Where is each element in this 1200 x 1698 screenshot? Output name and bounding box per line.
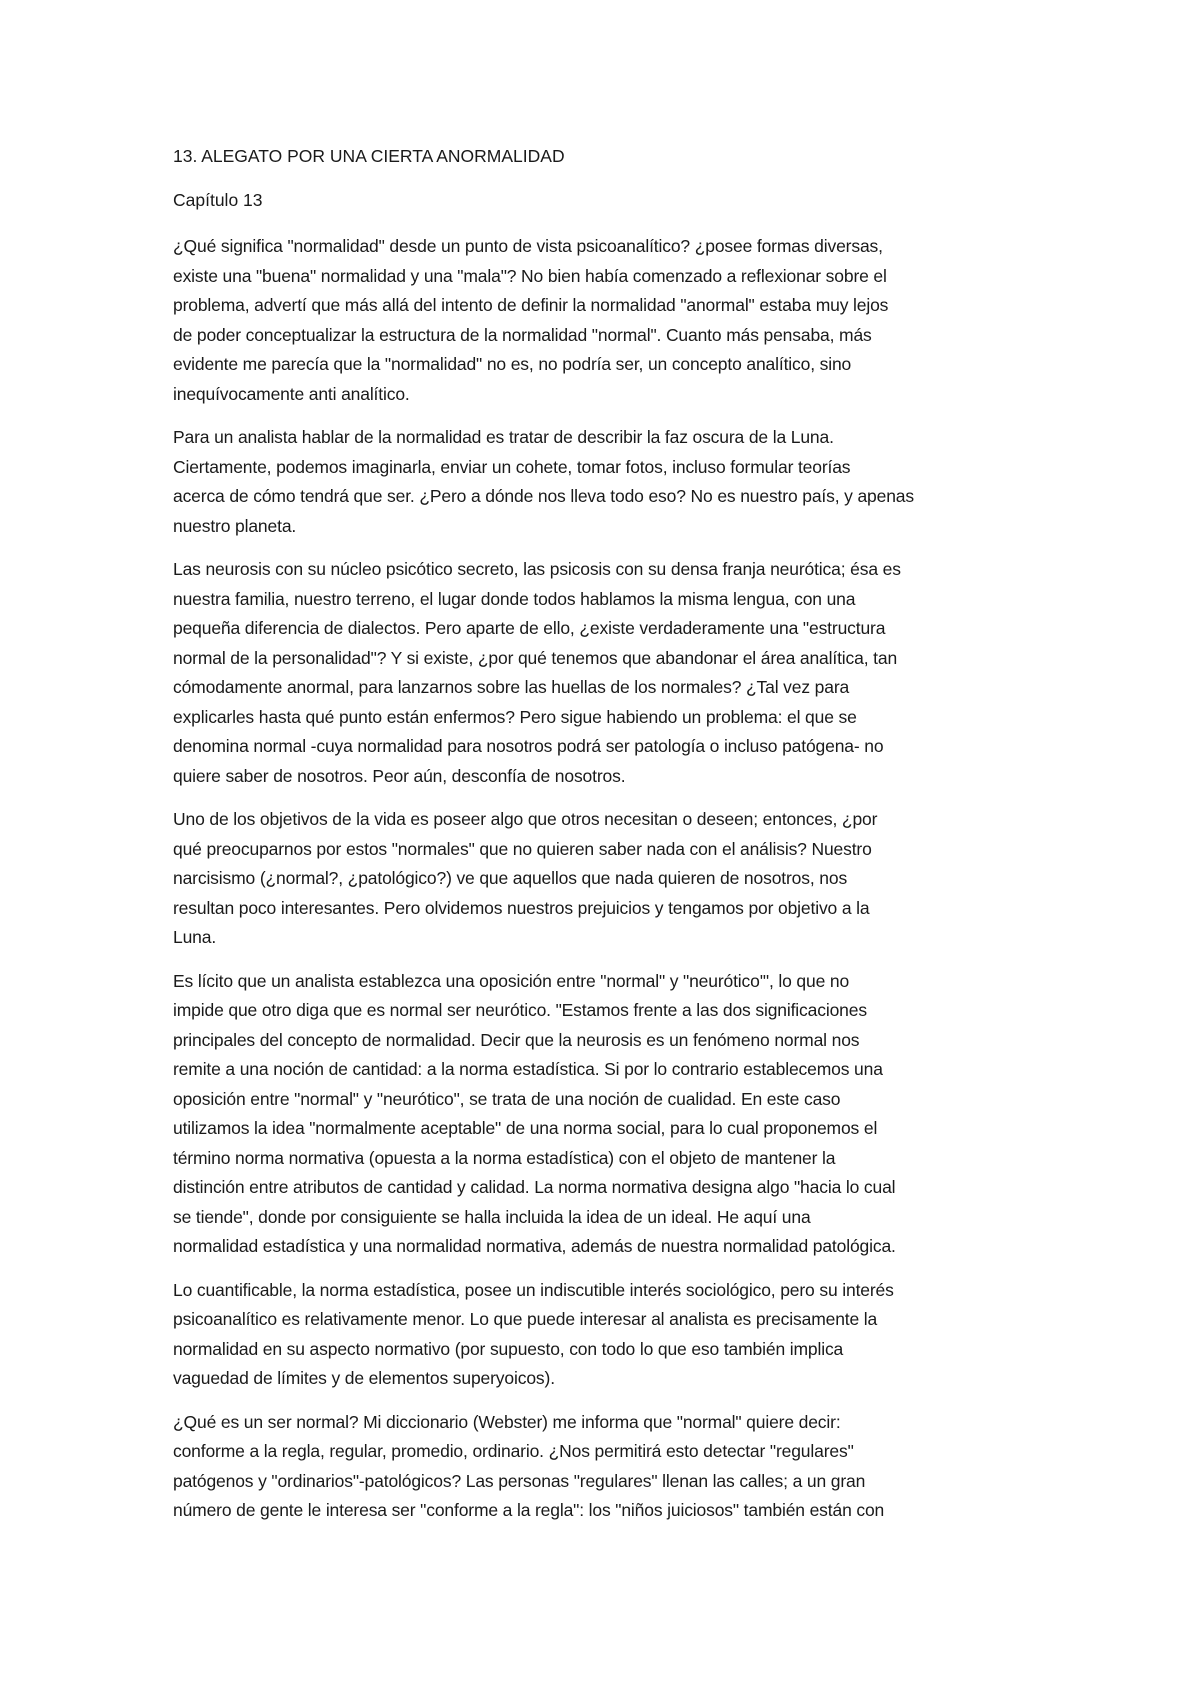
text-line: Lo cuantificable, la norma estadística, posee un indiscutible interés sociológico, pero su interés (173, 1279, 894, 1300)
paragraph (173, 1408, 1043, 1526)
text-line: quiere saber de nosotros. Peor aún, desconfía de nosotros. (173, 765, 626, 786)
paragraph (173, 1276, 1043, 1394)
text-line: explicarles hasta qué punto están enfermos? Pero sigue habiendo un problema: el que se (173, 706, 857, 727)
text-line: normalidad en su aspecto normativo (por supuesto, con todo lo que eso también implica (173, 1338, 844, 1359)
text-line: patógenos y "ordinarios"-patológicos? Las personas "regulares" llenan las calles; a un gran (173, 1470, 866, 1491)
text-line: resultan poco interesantes. Pero olvidemos nuestros prejuicios y tengamos por objetivo a la (173, 897, 870, 918)
text-line: inequívocamente anti analítico. (173, 383, 410, 404)
text-line: existe una "buena" normalidad y una "mala"? No bien había comenzado a reflexionar sobre el (173, 265, 887, 286)
chapter-label: Capítulo 13 (173, 190, 263, 210)
text-line: pequeña diferencia de dialectos. Pero aparte de ello, ¿existe verdaderamente una "estructura (173, 618, 886, 638)
document-page (173, 144, 1043, 1540)
document-body (173, 232, 1043, 1526)
text-line: Uno de los objetivos de la vida es poseer algo que otros necesitan o deseen; entonces, ¿por (173, 809, 878, 829)
text-line: de poder conceptualizar la estructura de la normalidad "normal". Cuanto más pensaba, más (173, 324, 872, 345)
text-line: Es lícito que un analista establezca una oposición entre "normal" y "neurótico'", lo que no (173, 970, 850, 991)
text-line: nuestro planeta. (173, 515, 297, 536)
text-line: acerca de cómo tendrá que ser. ¿Pero a dónde nos lleva todo eso? No es nuestro país, y apenas (173, 486, 914, 506)
text-line: vaguedad de límites y de elementos superyoicos). (173, 1368, 555, 1388)
paragraph (173, 555, 1043, 791)
text-line: nuestra familia, nuestro terreno, el lugar donde todos hablamos la misma lengua, con una (173, 588, 856, 609)
text-line: remite a una noción de cantidad: a la norma estadística. Si por lo contrario establecemos una (173, 1059, 883, 1079)
text-line: Ciertamente, podemos imaginarla, enviar un cohete, tomar fotos, incluso formular teorías (173, 456, 851, 477)
text-line: problema, advertí que más allá del intento de definir la normalidad "anormal" estaba muy lejos (173, 295, 889, 315)
text-line: impide que otro diga que es normal ser neurótico. "Estamos frente a las dos significaciones (173, 1000, 867, 1020)
text-line: psicoanalítico es relativamente menor. Lo que puede interesar al analista es precisamente la (173, 1309, 878, 1329)
text-line: evidente me parecía que la "normalidad" no es, no podría ser, un concepto analítico, sino (173, 354, 852, 374)
text-line: utilizamos la idea "normalmente aceptable" de una norma social, para lo cual proponemos el (173, 1118, 878, 1138)
text-line: distinción entre atributos de cantidad y calidad. La norma normativa designa algo "hacia lo cual (173, 1177, 896, 1197)
text-line: término norma normativa (opuesta a la norma estadística) con el objeto de mantener la (173, 1147, 836, 1168)
text-line: se tiende", donde por consiguiente se halla incluida la idea de un ideal. He aquí una (173, 1206, 811, 1227)
text-line: cómodamente anormal, para lanzarnos sobre las huellas de los normales? ¿Tal vez para (173, 677, 850, 697)
text-line: normalidad estadística y una normalidad normativa, además de nuestra normalidad patológica. (173, 1236, 896, 1256)
text-line: Las neurosis con su núcleo psicótico secreto, las psicosis con su densa franja neurótica; ésa es (173, 559, 901, 579)
text-line: principales del concepto de normalidad. Decir que la neurosis es un fenómeno normal nos (173, 1029, 860, 1050)
paragraph (173, 805, 1043, 953)
text-line: Luna. (173, 927, 217, 947)
text-line: narcisismo (¿normal?, ¿patológico?) ve que aquellos que nada quieren de nosotros, nos (173, 868, 848, 888)
text-line: denomina normal -cuya normalidad para nosotros podrá ser patología o incluso patógena- no (173, 736, 884, 756)
text-line: qué preocuparnos por estos "normales" que no quieren saber nada con el análisis? Nuestro (173, 838, 872, 859)
text-line: Para un analista hablar de la normalidad es tratar de describir la faz oscura de la Luna. (173, 427, 834, 447)
text-line: oposición entre "normal" y "neurótico", se trata de una noción de cualidad. En este caso (173, 1088, 841, 1109)
document-title: 13. ALEGATO POR UNA CIERTA ANORMALIDAD (173, 146, 565, 166)
paragraph (173, 967, 1043, 1262)
text-line: ¿Qué significa "normalidad" desde un punto de vista psicoanalítico? ¿posee formas diversas, (173, 236, 883, 256)
paragraph (173, 232, 1043, 409)
text-line: conforme a la regla, regular, promedio, ordinario. ¿Nos permitirá esto detectar "regulares" (173, 1441, 854, 1461)
paragraph (173, 423, 1043, 541)
text-line: normal de la personalidad"? Y si existe, ¿por qué tenemos que abandonar el área analítica, tan (173, 647, 898, 668)
text-line: ¿Qué es un ser normal? Mi diccionario (Webster) me informa que "normal" quiere decir: (173, 1411, 841, 1432)
text-line: número de gente le interesa ser "conforme a la regla": los "niños juiciosos" también están con (173, 1500, 885, 1520)
